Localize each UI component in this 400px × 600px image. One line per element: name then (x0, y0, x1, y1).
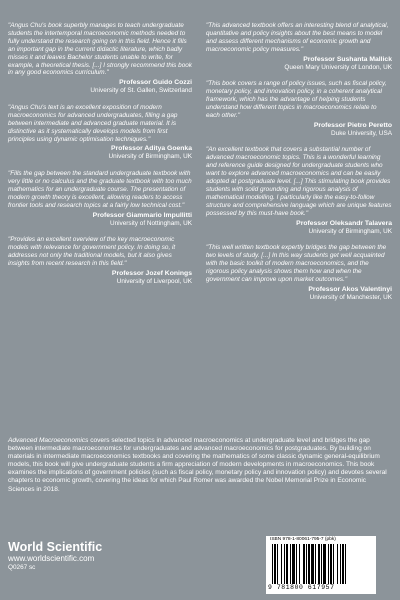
publisher-block (8, 540, 168, 572)
review (206, 244, 392, 301)
product-code: Q0267 sc (8, 564, 36, 571)
review (8, 170, 192, 227)
review-quote: "This advanced textbook offers an interesting blend of analytical, quantitative and policy insights about the best means to model and assess different mechanisms of economic growth and macroeconomic policy measures." (206, 22, 389, 53)
review-attribution (206, 220, 392, 236)
barcode-bar (330, 544, 332, 584)
barcode-bar (311, 544, 314, 584)
reviews-right-column (206, 22, 392, 310)
barcode-bar (281, 544, 282, 584)
description-body: covers selected topics in advanced macroeconomics at undergraduate level and bridges the gap between intermediate macroeconomics for undergraduates and advanced macroeconomics for postgraduates. By building on materials in intermediate macroeconomics textbooks and covering the mathematics of some classic dynamic general-equilibrium models, this book will give undergraduate students a firm appreciation of modern developments in macroeconomics. This book examines the implications of government policies (such as fiscal policy, monetary policy and innovation policy) and devotes several chapters to economic growth, covering the ideas for which Paul Romer was awarded the Nobel Memorial Prize in Economic Sciences in 2018. (8, 437, 387, 493)
barcode-bar (290, 544, 291, 584)
barcode-bar (321, 544, 322, 584)
barcode-bar (345, 544, 346, 584)
reviewer-name: Professor Pietro Peretto (313, 121, 392, 129)
barcode-bar (340, 544, 341, 584)
book-description (8, 437, 392, 494)
review-attribution (8, 270, 192, 286)
review-quote: "Provides an excellent overview of the key macroeconomic models with relevance for government policy. In doing so, it addresses not only the traditional models, but it also gives insights from recent research in this field." (8, 236, 176, 267)
reviewer-name: Professor Jozef Konings (111, 269, 192, 277)
barcode-bar (296, 544, 297, 584)
review-quote: "An excellent textbook that covers a substantial number of advanced macroeconomic topics. This is a wonderful learning and reference guide designed for undergraduate students who want to explore advanced macroeconomics and can be easily adopted at postgraduate level. [...] This stimulating book provides students with solid grounding and rigorous analysis of mathematical modelling. I particularly like the easy-to-follow structure and comprehensive language which are unique features possessed by this must-have book." (206, 146, 392, 217)
reviewer-affiliation: Queen Mary University of London, UK (284, 63, 392, 71)
barcode-bar (286, 544, 288, 584)
barcode-bar (318, 544, 320, 584)
reviewer-affiliation: University of St. Gallen, Switzerland (90, 87, 192, 95)
review-attribution (206, 56, 392, 72)
barcode-bar (272, 544, 273, 584)
reviewer-affiliation: University of Birmingham, UK (308, 227, 392, 235)
barcode-bar (306, 544, 307, 584)
reviewer-name: Professor Sushanta Mallick (303, 55, 392, 63)
review-attribution (8, 79, 192, 95)
reviewer-affiliation: University of Liverpool, UK (116, 277, 192, 285)
publisher-url: www.worldscientific.com (8, 554, 95, 563)
review-attribution (206, 122, 392, 138)
barcode-bar (303, 544, 305, 584)
barcode-bar (337, 544, 338, 584)
barcode-bar (333, 544, 334, 584)
isbn-label: ISBN 978-1-80061-795-7 (pbk) (270, 537, 336, 542)
review (8, 236, 192, 285)
reviewer-affiliation: University of Nottingham, UK (109, 219, 192, 227)
review (8, 104, 192, 161)
review-attribution (8, 212, 192, 228)
reviewer-name: Professor Akos Valentinyi (308, 285, 392, 293)
barcode-bar (292, 544, 295, 584)
review-attribution (206, 286, 392, 302)
review (8, 22, 192, 95)
book-title: Advanced Macroeconomics (8, 437, 89, 444)
review-quote: "This book covers a range of policy issues, such as fiscal policy, monetary policy, and innovation policy, in a coherent analytical framework, which has the advantage of helping students understand how different topics in macroeconomics relate to each other." (206, 80, 387, 119)
barcode-bar (284, 544, 285, 584)
barcode-bar (323, 544, 326, 584)
barcode-bar (274, 544, 276, 584)
review (206, 80, 392, 137)
barcode-bar (308, 544, 310, 584)
review-attribution (8, 145, 192, 161)
reviewer-affiliation: University of Manchester, UK (309, 293, 392, 301)
review-quote: "This well written textbook expertly bridges the gap between the two levels of study. [...] In this way students get well acquainted with the basic toolkit of modern macroeconomics, and the rigorous policy analysis shows them how and when the government can improve upon market outcomes." (206, 244, 387, 283)
barcode-bar (315, 544, 316, 584)
reviewer-name: Professor Oleksandr Talavera (296, 219, 392, 227)
reviewer-name: Professor Aditya Goenka (111, 145, 192, 153)
reviewer-affiliation: University of Birmingham, UK (108, 153, 192, 161)
publisher-name: World Scientific (8, 540, 103, 554)
review (206, 22, 392, 71)
review-quote: "Fills the gap between the standard undergraduate textbook with very little or no calculus and the graduate textbook with too much mathematics for an undergraduate course. The presentation of modern growth theory is excellent, allowing readers to access frontier tools and research topics at a fairly low technical cost." (8, 170, 192, 209)
review (206, 146, 392, 235)
barcode-digits: 9 781800 617957 (268, 584, 335, 591)
barcode-bars (272, 544, 370, 584)
review-quote: "Angus Chu's text is an excellent exposition of modern macroeconomics for advanced undergraduates, filling a gap between intermediate and advanced graduate material. It is distinctive as it systematically develops models from first principles using dynamic optimisation techniques." (8, 103, 178, 143)
barcode-bar (299, 544, 300, 584)
barcode-bar (328, 544, 329, 584)
review-quote: "Angus Chu's book superbly manages to teach undergraduate students the intertemporal macroeconomic methods needed to fully understand the research going on in this field. Hence it fills an important gap in the current didactic literature, which badly misses it and leaves Bachelor students unable to write, for example, a theoretical thesis. [...] I strongly recommend this book in any good economics curriculum." (8, 22, 192, 77)
isbn-barcode (266, 536, 376, 594)
reviewer-affiliation: Duke University, USA (331, 129, 392, 137)
barcode-bar (342, 544, 344, 584)
barcode-bar (277, 544, 278, 584)
reviewer-name: Professor Giammario Impullitti (92, 211, 192, 219)
reviews-left-column (8, 22, 192, 294)
reviewer-name: Professor Guido Cozzi (119, 79, 192, 87)
